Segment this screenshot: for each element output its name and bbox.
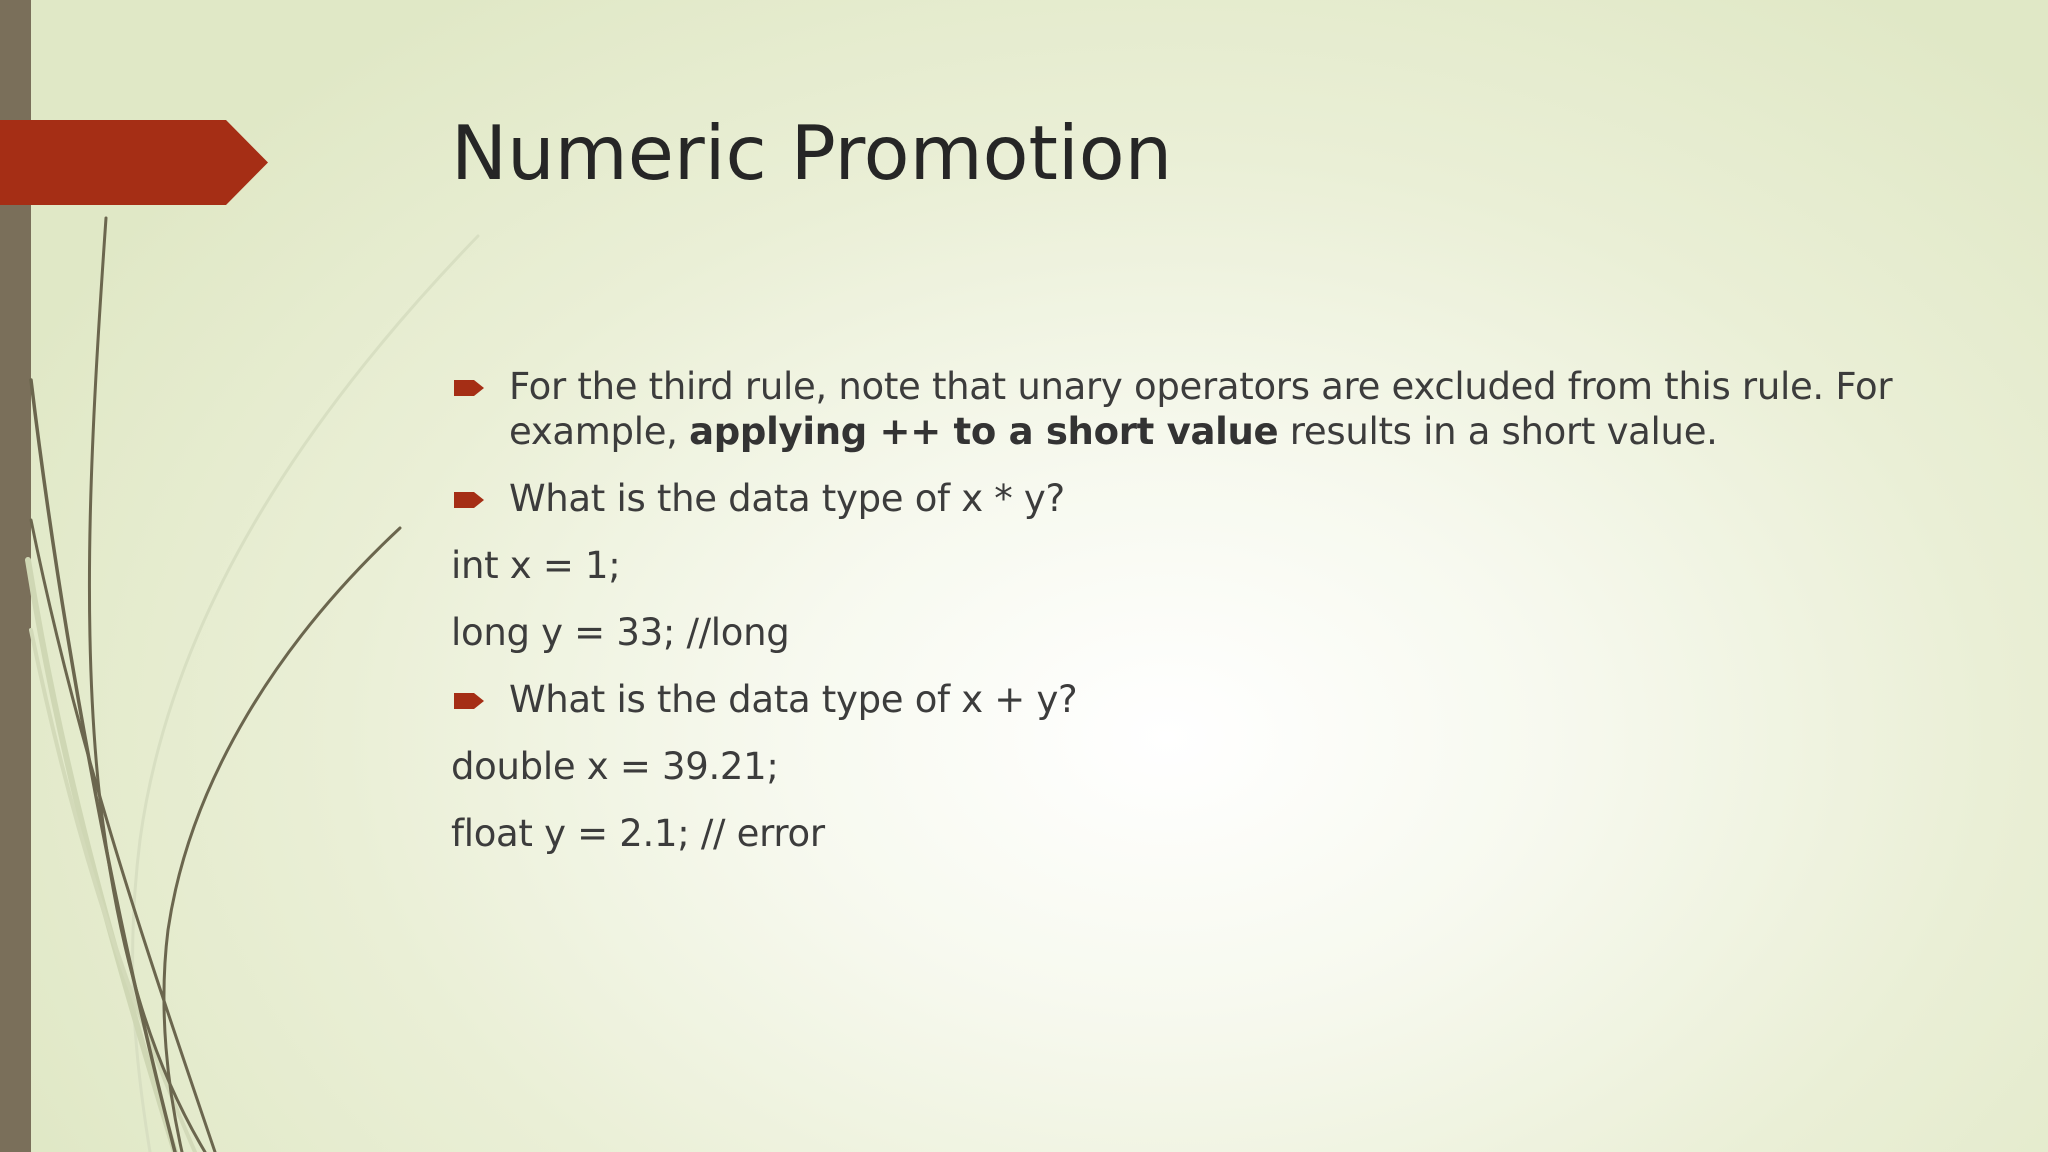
bullet-question-add (451, 677, 1911, 722)
bullet-question-add-text: What is the data type of x + y? (509, 678, 1078, 721)
stem-dark-4 (164, 528, 400, 1152)
stem-dark-3 (31, 520, 215, 1152)
bullet-third-rule-bold: applying ++ to a short value (689, 410, 1279, 453)
title-tab-arrow (0, 120, 268, 205)
stem-dark-1 (89, 218, 205, 1152)
code-line-long-y: long y = 33; //long (451, 611, 790, 654)
arrow-bullet-icon (454, 492, 484, 508)
code-line-int-x: int x = 1; (451, 544, 621, 587)
slide-body (451, 364, 1911, 878)
bullet-question-multiply-text: What is the data type of x * y? (509, 477, 1065, 520)
arrow-bullet-icon (454, 380, 484, 396)
bullet-third-rule-text: For the third rule, note that unary operators are excluded from this rule. For example, (509, 365, 1893, 453)
bullet-question-multiply (451, 476, 1911, 521)
slide-title: Numeric Promotion (451, 109, 1173, 197)
bullet-third-rule (451, 364, 1911, 454)
arrow-bullet-icon (454, 693, 484, 709)
bullet-third-rule-suffix: results in a short value. (1278, 410, 1718, 453)
stem-light-1 (133, 236, 478, 1152)
code-line-double-x: double x = 39.21; (451, 745, 779, 788)
code-line-float-y: float y = 2.1; // error (451, 812, 825, 855)
